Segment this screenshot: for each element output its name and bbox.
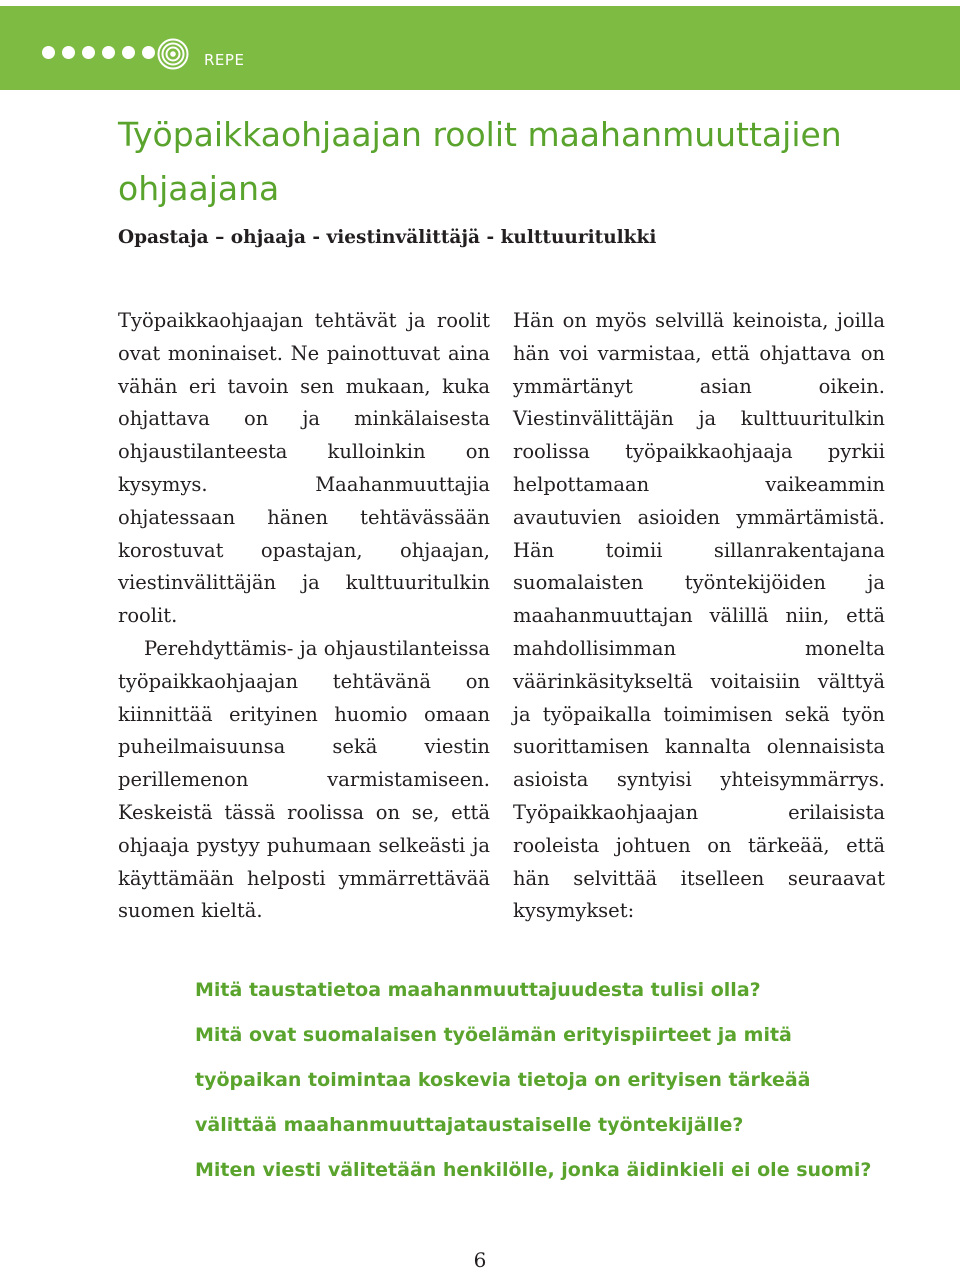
dot-icon (42, 46, 55, 59)
left-paragraph-2: Perehdyttämis- ja ohjaustilanteissa työpaikkaohjaajan tehtävänä on kiinnittää erityinen huomio omaan puheilmaisuunsa sekä viestin perillemenon varmistamiseen. Keskeistä tässä roolissa on se, että ohjaaja pystyy puhumaan selkeästi ja käyttämään helposti ymmärrettävää suomen kieltä. (118, 636, 490, 923)
page-title: Työpaikkaohjaajan roolit maahanmuuttajien ohjaajana (118, 115, 842, 208)
dot-icon (142, 46, 155, 59)
question-item: Mitä ovat suomalaisen työelämän erityispiirteet ja mitä työpaikan toimintaa koskevia tietoja on erityisen tärkeää välittää maahanmuuttajataustaiselle työntekijälle? (195, 1024, 811, 1136)
question-item: Miten viesti välitetään henkilölle, jonka äidinkieli ei ole suomi? (195, 1159, 872, 1181)
page-subtitle: Opastaja – ohjaaja - viestinvälittäjä - kulttuuritulkki (118, 227, 657, 248)
dot-icon (62, 46, 75, 59)
brand-label: REPE (204, 51, 245, 69)
right-paragraph-1: Hän on myös selvillä keinoista, joilla hän voi varmistaa, että ohjattava on ymmärtänyt asian oikein. Viestinvälittäjän ja kulttuuritulkin roolissa työpaikkaohjaaja pyrkii helpottamaan vaikeammin avautuvien asioiden ymmärtämistä. Hän toimii sillanrakentajana suomalaisten työntekijöiden ja maahanmuuttajan välillä niin, että mahdollisimman monelta väärinkäsitykseltä voitaisiin välttyä ja työpaikalla toimimisen sekä työn suorittamisen kannalta olennaisista asioista syntyisi yhteisymmärrys. Työpaikkaohjaajan erilaisista rooleista johtuen on tärkeää, että hän selvittää itselleen seuraavat kysymykset: (513, 309, 885, 923)
dot-icon (122, 46, 135, 59)
header-bar (0, 6, 960, 90)
right-column (513, 305, 885, 928)
dot-icon (82, 46, 95, 59)
decorative-dots (42, 46, 162, 59)
concentric-circles-logo-icon (157, 38, 189, 70)
page-number: 6 (473, 1248, 487, 1272)
left-column (118, 305, 490, 928)
question-item: Mitä taustatietoa maahanmuuttajuudesta tulisi olla? (195, 979, 761, 1001)
questions-list (195, 968, 895, 1193)
left-paragraph-1: Työpaikkaohjaajan tehtävät ja roolit ovat moninaiset. Ne painottuvat aina vähän eri tavoin sen mukaan, kuka ohjattava on ja minkälaisesta ohjaustilanteesta kulloinkin on kysymys. Maahanmuuttajia ohjatessaan hänen tehtävässään korostuvat opastajan, ohjaajan, viestinvälittäjän ja kulttuuritulkin roolit. (118, 309, 490, 628)
dot-icon (102, 46, 115, 59)
